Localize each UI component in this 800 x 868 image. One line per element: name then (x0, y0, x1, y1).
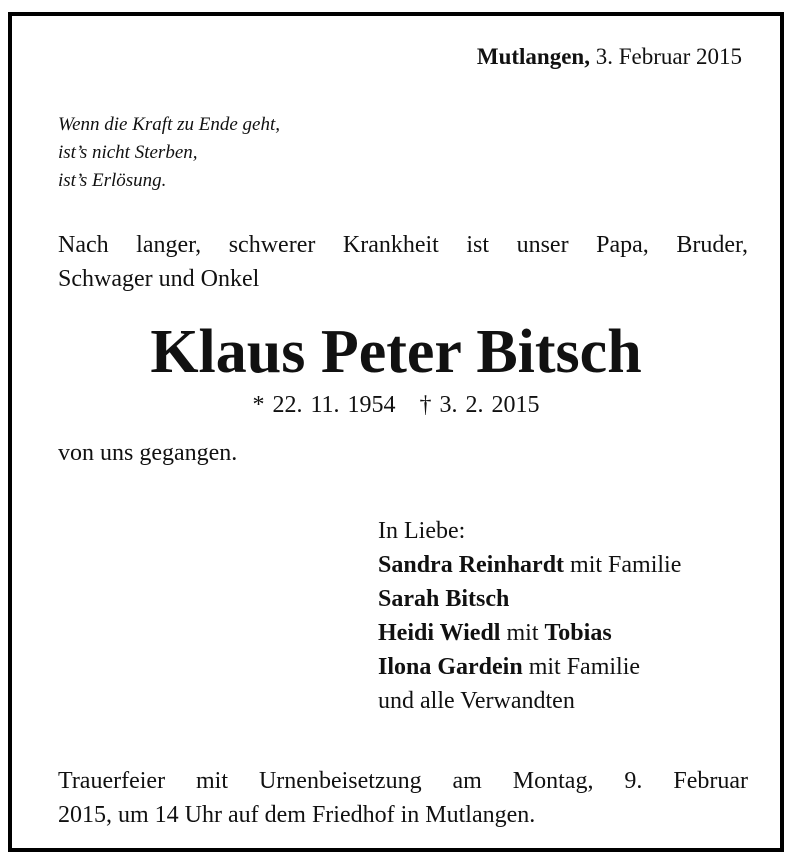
mourner-suffix: mit (500, 620, 545, 646)
date: 3. Februar 2015 (595, 44, 742, 69)
deceased-name: Klaus Peter Bitsch (150, 318, 642, 386)
poem-line: Wenn die Kraft zu Ende geht, (58, 114, 280, 135)
mourner-line (378, 650, 681, 684)
mourner-name: Tobias (544, 620, 612, 646)
place: Mutlangen, (476, 44, 590, 69)
mourner-name: Sarah Bitsch (378, 586, 510, 612)
mourners-list (378, 514, 681, 718)
poem (58, 111, 280, 195)
mourner-suffix: mit Familie (522, 654, 641, 680)
mourner-name: Heidi Wiedl (378, 620, 501, 646)
funeral-info (58, 764, 748, 832)
mourner-line (378, 582, 681, 616)
mourner-name: Ilona Gardein (378, 654, 523, 680)
mourner-name: Sandra Reinhardt (378, 552, 565, 578)
mourners-heading: In Liebe: (378, 518, 466, 544)
mourner-line: und alle Verwandten (378, 688, 575, 714)
intro-text (58, 228, 748, 296)
poem-line: ist’s nicht Sterben, (58, 142, 198, 163)
place-date (477, 44, 742, 70)
intro-line-1: Nach langer, schwerer Krankheit ist unser Papa, Bruder, (58, 232, 748, 258)
intro-line-2: Schwager und Onkel (58, 266, 260, 292)
poem-line: ist’s Erlösung. (58, 170, 167, 191)
funeral-line-2: 2015, um 14 Uhr auf dem Friedhof in Mutlangen. (58, 802, 536, 828)
life-dates (12, 392, 780, 419)
mourner-suffix: mit Familie (564, 552, 682, 578)
mourner-line (378, 616, 681, 650)
mourner-line (378, 548, 681, 582)
birth-date: * 22. 11. 1954 (252, 392, 396, 418)
funeral-line-1: Trauerfeier mit Urnenbeisetzung am Montag, 9. Februar (58, 768, 748, 794)
closing-text: von uns gegangen. (58, 440, 238, 466)
death-date: † 3. 2. 2015 (419, 392, 540, 418)
obituary-notice (8, 12, 784, 852)
